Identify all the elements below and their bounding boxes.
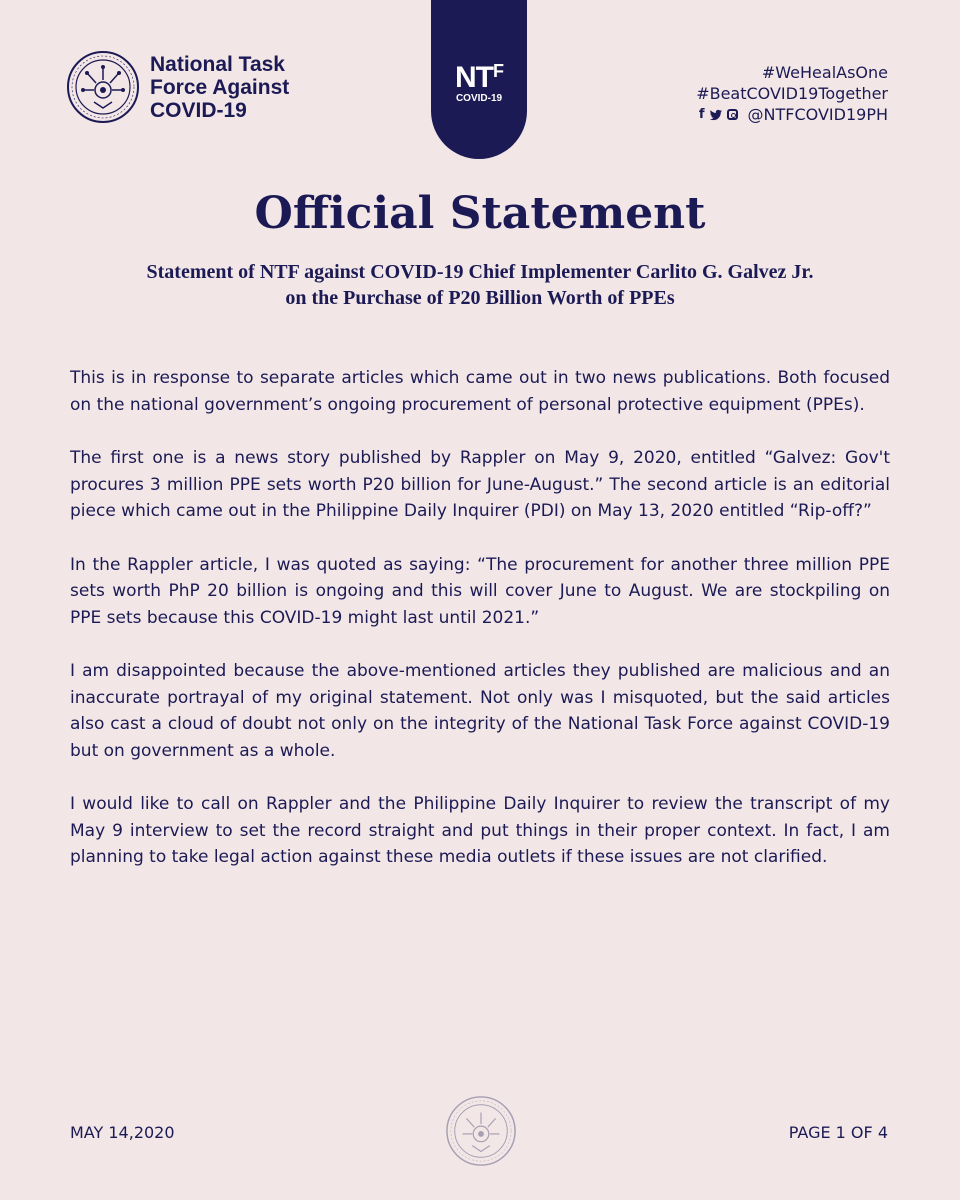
hashtag-weheal: #WeHealAsOne (761, 63, 888, 82)
paragraph: The first one is a news story published by Rappler on May 9, 2020, entitled “Galvez: Gov't procures 3 million PPE sets worth P20 billion for June-August.” The second article is an editorial piece which came out in the Philippine Daily Inquirer (PDI) on May 13, 2020 entitled “Rip-off?” (70, 448, 890, 521)
footer-page-number: PAGE 1 OF 4 (788, 1123, 888, 1142)
org-branding (66, 50, 300, 124)
page-subtitle (40, 259, 920, 311)
paragraph: In the Rappler article, I was quoted as saying: “The procurement for another three million PPE sets worth PhP 20 billion is ongoing and this will cover June to August. We are stockpiling on PPE sets because this COVID-19 might last until 2021.” (70, 554, 890, 628)
paragraph: I would like to call on Rappler and the Philippine Daily Inquirer to review the transcript of my May 9 interview to set the record straight and put things in their proper context. In fact, I am planning to take legal action against these media outlets if these issues are not clarified. (70, 794, 890, 867)
org-name-line3: COVID-19 (150, 98, 247, 122)
ntf-seal-icon (66, 50, 140, 124)
ntf-logo-tab (431, 0, 527, 159)
social-row (696, 104, 888, 125)
twitter-icon (709, 109, 723, 121)
ntf-letters-main: NT (455, 61, 493, 94)
ntf-letters-f: F (493, 61, 503, 81)
footer-seal-icon (445, 1095, 517, 1167)
paragraph: This is in response to separate articles which came out in two news publications. Both focused on the national government’s ongoing procurement of personal protective equipment (PPEs). (70, 368, 890, 415)
paragraph: I am disappointed because the above-mentioned articles they published are malicious and an inaccurate portrayal of my original statement. Not only was I misquoted, but the said articles also cast a cloud of doubt not only on the integrity of the National Task Force against COVID-19 but on government as a whole. (70, 661, 890, 761)
social-handle: @NTFCOVID19PH (747, 105, 888, 124)
ntf-letters (431, 56, 527, 93)
instagram-icon (727, 109, 738, 120)
org-name-line2: Force Against (150, 75, 290, 99)
facebook-icon: f (698, 106, 705, 122)
statement-body (70, 365, 890, 898)
hashtag-beatcovid: #BeatCOVID19Together (696, 84, 888, 103)
ntf-logo (431, 56, 527, 105)
subtitle-line2: on the Purchase of P20 Billion Worth of PPEs (285, 287, 675, 309)
social-block (696, 62, 888, 125)
org-name-line1: National Task (150, 52, 285, 76)
org-name (150, 53, 300, 122)
page-title: Official Statement (254, 188, 706, 239)
subtitle-line1: Statement of NTF against COVID-19 Chief Implementer Carlito G. Galvez Jr. (146, 261, 814, 283)
ntf-logo-sub: COVID-19 (455, 93, 503, 104)
footer-date: MAY 14,2020 (70, 1123, 175, 1142)
